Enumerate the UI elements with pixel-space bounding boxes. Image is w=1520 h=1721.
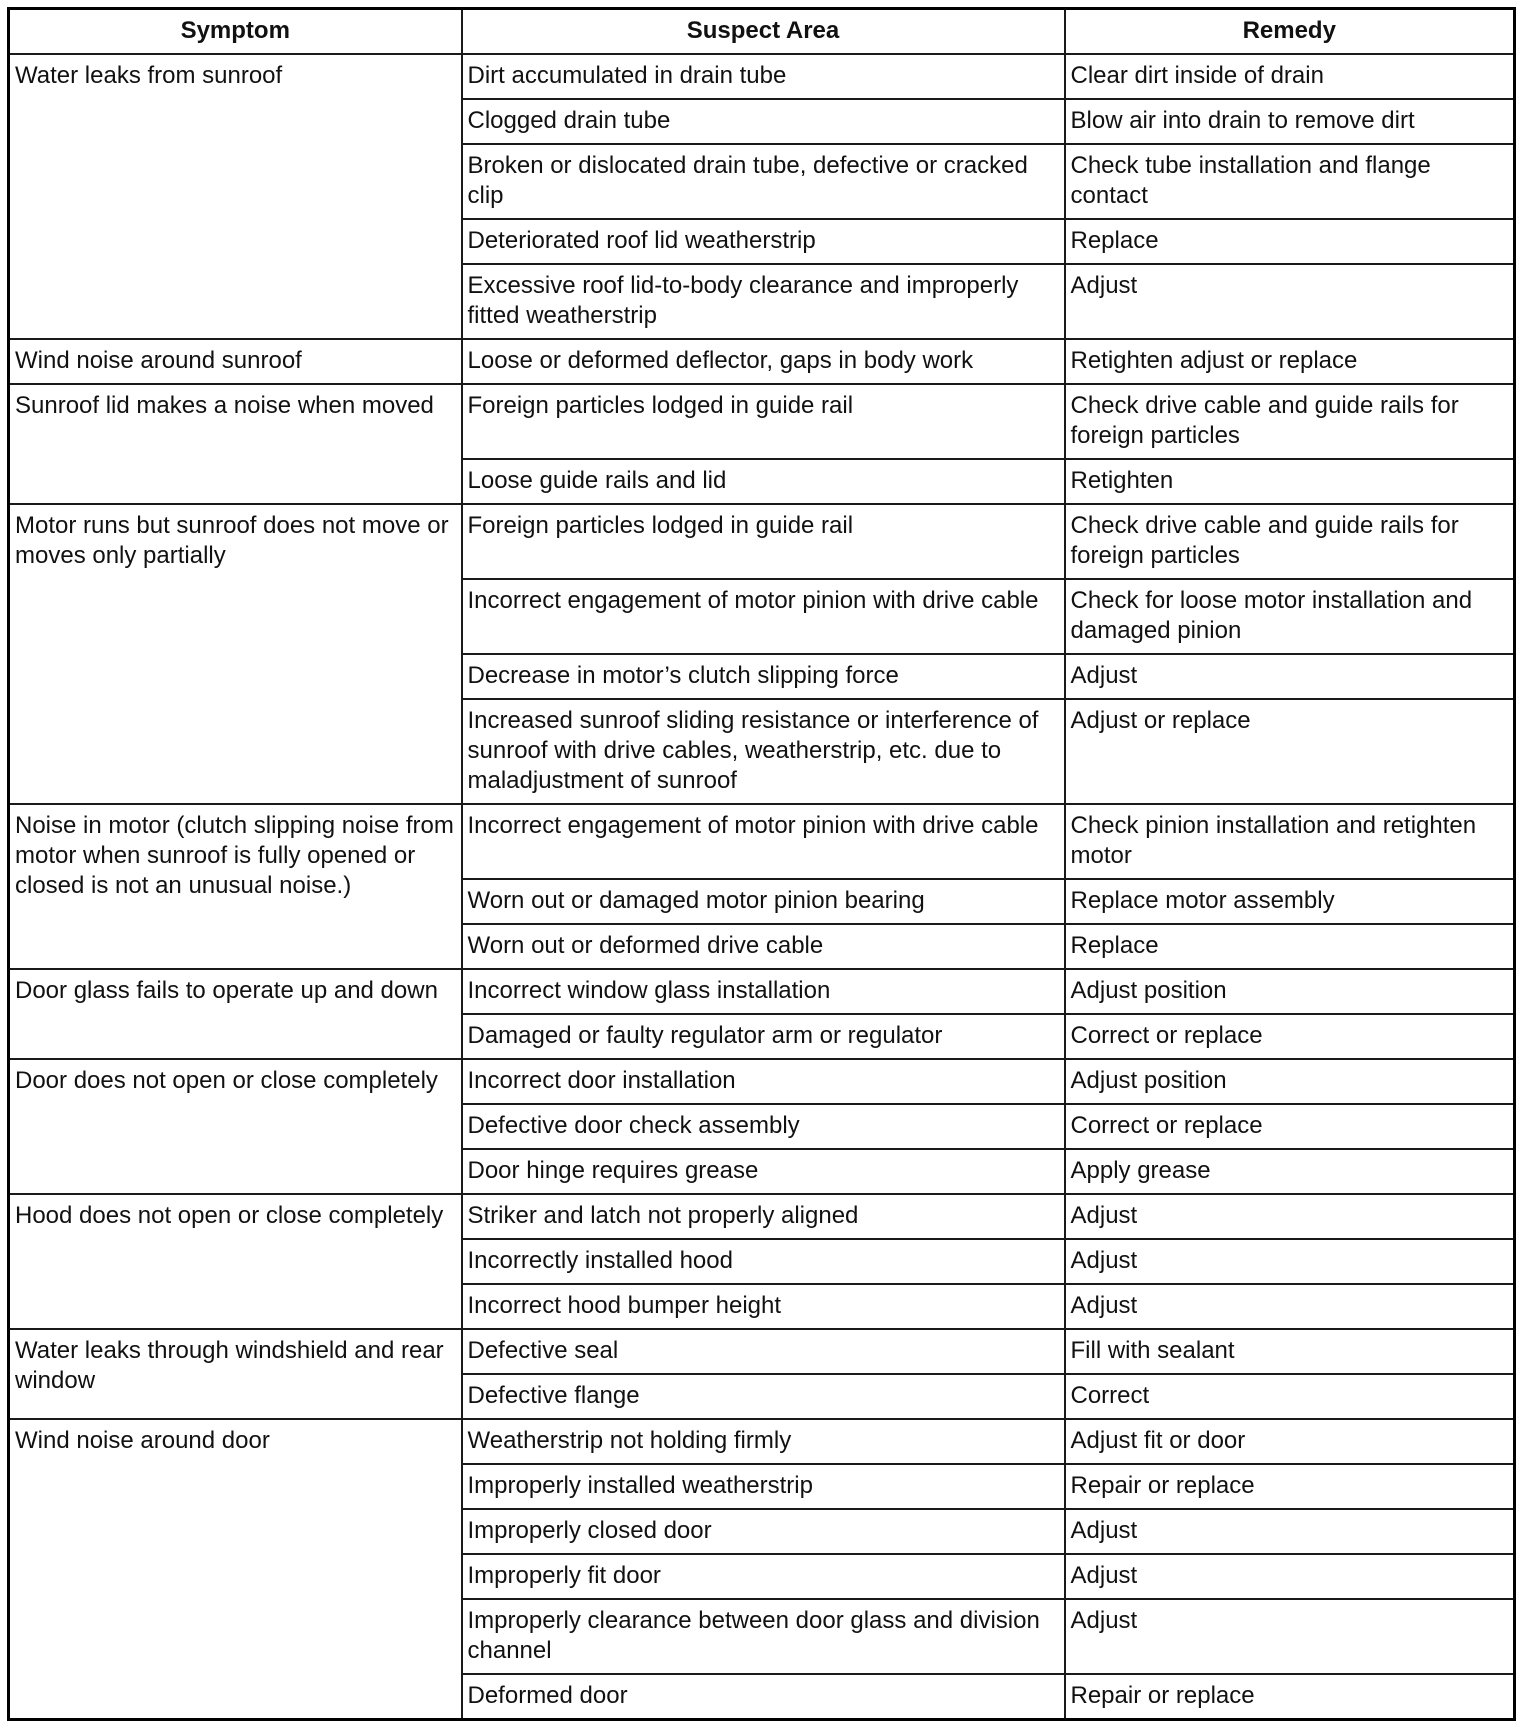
remedy-cell: Repair or replace	[1065, 1674, 1515, 1720]
symptom-cell: Door glass fails to operate up and down	[9, 969, 462, 1059]
remedy-cell: Replace	[1065, 924, 1515, 969]
remedy-cell: Adjust	[1065, 1599, 1515, 1674]
table-row	[9, 54, 1515, 99]
header-suspect-area: Suspect Area	[462, 9, 1065, 55]
table-row	[9, 504, 1515, 579]
remedy-cell: Adjust or replace	[1065, 699, 1515, 804]
symptom-cell: Door does not open or close completely	[9, 1059, 462, 1194]
symptom-cell: Water leaks from sunroof	[9, 54, 462, 339]
suspect-area-cell: Door hinge requires grease	[462, 1149, 1065, 1194]
suspect-area-cell: Foreign particles lodged in guide rail	[462, 504, 1065, 579]
remedy-cell: Check drive cable and guide rails for foreign particles	[1065, 384, 1515, 459]
suspect-area-cell: Incorrect engagement of motor pinion with drive cable	[462, 579, 1065, 654]
table-row	[9, 339, 1515, 384]
remedy-cell: Adjust fit or door	[1065, 1419, 1515, 1464]
remedy-cell: Adjust	[1065, 1194, 1515, 1239]
remedy-cell: Adjust	[1065, 1554, 1515, 1599]
symptom-cell: Wind noise around sunroof	[9, 339, 462, 384]
remedy-cell: Check pinion installation and retighten motor	[1065, 804, 1515, 879]
suspect-area-cell: Worn out or deformed drive cable	[462, 924, 1065, 969]
symptom-cell: Water leaks through windshield and rear window	[9, 1329, 462, 1419]
remedy-cell: Clear dirt inside of drain	[1065, 54, 1515, 99]
suspect-area-cell: Incorrect engagement of motor pinion with drive cable	[462, 804, 1065, 879]
remedy-cell: Check tube installation and flange contact	[1065, 144, 1515, 219]
suspect-area-cell: Loose or deformed deflector, gaps in body work	[462, 339, 1065, 384]
troubleshooting-table	[7, 7, 1516, 1721]
suspect-area-cell: Incorrect hood bumper height	[462, 1284, 1065, 1329]
remedy-cell: Check for loose motor installation and damaged pinion	[1065, 579, 1515, 654]
suspect-area-cell: Broken or dislocated drain tube, defective or cracked clip	[462, 144, 1065, 219]
suspect-area-cell: Deteriorated roof lid weatherstrip	[462, 219, 1065, 264]
suspect-area-cell: Worn out or damaged motor pinion bearing	[462, 879, 1065, 924]
remedy-cell: Adjust position	[1065, 1059, 1515, 1104]
symptom-cell: Sunroof lid makes a noise when moved	[9, 384, 462, 504]
remedy-cell: Correct or replace	[1065, 1014, 1515, 1059]
remedy-cell: Adjust	[1065, 1284, 1515, 1329]
header-remedy: Remedy	[1065, 9, 1515, 55]
suspect-area-cell: Deformed door	[462, 1674, 1065, 1720]
table-row	[9, 1329, 1515, 1374]
remedy-cell: Retighten	[1065, 459, 1515, 504]
symptom-cell: Wind noise around door	[9, 1419, 462, 1720]
suspect-area-cell: Striker and latch not properly aligned	[462, 1194, 1065, 1239]
remedy-cell: Apply grease	[1065, 1149, 1515, 1194]
symptom-cell: Noise in motor (clutch slipping noise from motor when sunroof is fully opened or closed is not an unusual noise.)	[9, 804, 462, 969]
remedy-cell: Adjust	[1065, 264, 1515, 339]
remedy-cell: Blow air into drain to remove dirt	[1065, 99, 1515, 144]
table-row	[9, 969, 1515, 1014]
suspect-area-cell: Improperly clearance between door glass and division channel	[462, 1599, 1065, 1674]
remedy-cell: Fill with sealant	[1065, 1329, 1515, 1374]
remedy-cell: Repair or replace	[1065, 1464, 1515, 1509]
table-row	[9, 384, 1515, 459]
suspect-area-cell: Incorrectly installed hood	[462, 1239, 1065, 1284]
remedy-cell: Replace motor assembly	[1065, 879, 1515, 924]
remedy-cell: Adjust position	[1065, 969, 1515, 1014]
suspect-area-cell: Decrease in motor’s clutch slipping force	[462, 654, 1065, 699]
table-row	[9, 1194, 1515, 1239]
table-row	[9, 804, 1515, 879]
suspect-area-cell: Defective door check assembly	[462, 1104, 1065, 1149]
suspect-area-cell: Incorrect door installation	[462, 1059, 1065, 1104]
symptom-cell: Hood does not open or close completely	[9, 1194, 462, 1329]
remedy-cell: Adjust	[1065, 1239, 1515, 1284]
remedy-cell: Retighten adjust or replace	[1065, 339, 1515, 384]
suspect-area-cell: Improperly installed weatherstrip	[462, 1464, 1065, 1509]
symptom-cell: Motor runs but sunroof does not move or moves only partially	[9, 504, 462, 804]
header-symptom: Symptom	[9, 9, 462, 55]
remedy-cell: Check drive cable and guide rails for foreign particles	[1065, 504, 1515, 579]
table-row	[9, 1419, 1515, 1464]
remedy-cell: Adjust	[1065, 654, 1515, 699]
suspect-area-cell: Improperly fit door	[462, 1554, 1065, 1599]
remedy-cell: Correct	[1065, 1374, 1515, 1419]
suspect-area-cell: Improperly closed door	[462, 1509, 1065, 1554]
remedy-cell: Adjust	[1065, 1509, 1515, 1554]
suspect-area-cell: Foreign particles lodged in guide rail	[462, 384, 1065, 459]
suspect-area-cell: Excessive roof lid-to-body clearance and improperly fitted weatherstrip	[462, 264, 1065, 339]
suspect-area-cell: Dirt accumulated in drain tube	[462, 54, 1065, 99]
table-row	[9, 1059, 1515, 1104]
suspect-area-cell: Damaged or faulty regulator arm or regulator	[462, 1014, 1065, 1059]
suspect-area-cell: Weatherstrip not holding firmly	[462, 1419, 1065, 1464]
header-row	[9, 9, 1515, 55]
suspect-area-cell: Loose guide rails and lid	[462, 459, 1065, 504]
suspect-area-cell: Clogged drain tube	[462, 99, 1065, 144]
suspect-area-cell: Increased sunroof sliding resistance or interference of sunroof with drive cables, weatherstrip, etc. due to maladjustment of sunroof	[462, 699, 1065, 804]
suspect-area-cell: Defective seal	[462, 1329, 1065, 1374]
remedy-cell: Replace	[1065, 219, 1515, 264]
remedy-cell: Correct or replace	[1065, 1104, 1515, 1149]
suspect-area-cell: Defective flange	[462, 1374, 1065, 1419]
suspect-area-cell: Incorrect window glass installation	[462, 969, 1065, 1014]
